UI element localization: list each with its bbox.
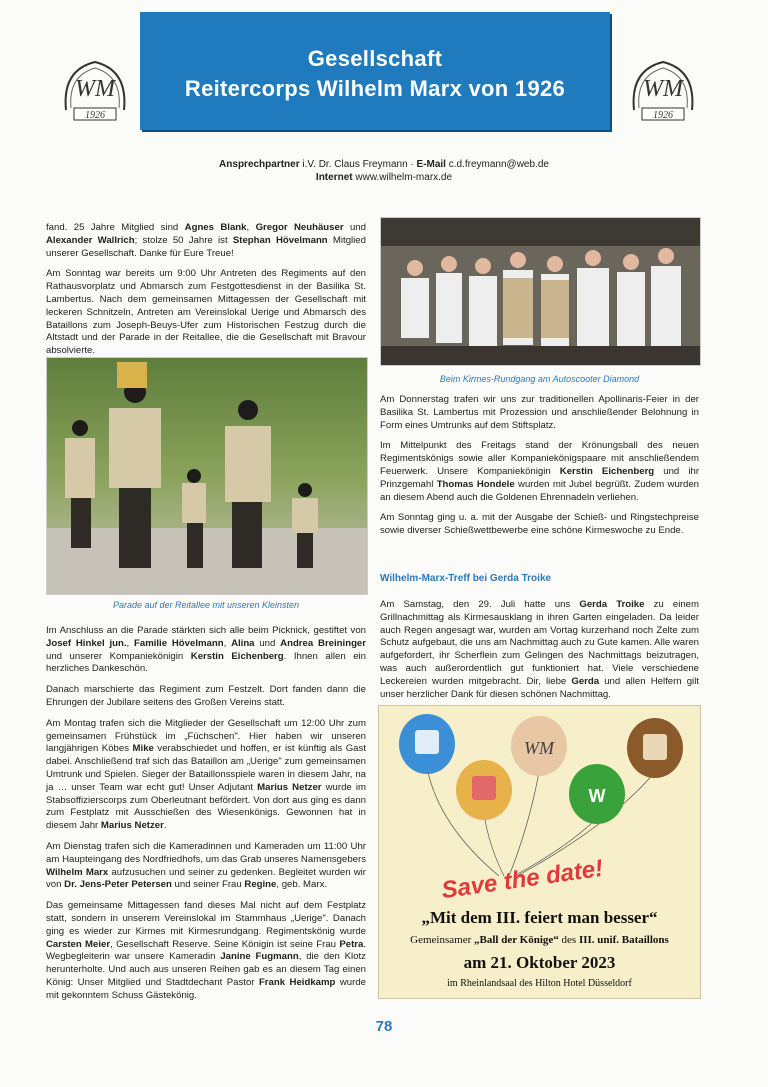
ad-event-line: Gemeinsamer „Ball der Könige“ des III. unif. Bataillons — [410, 934, 669, 946]
article-paragraph: Im Mittelpunkt des Freitags stand der Krönungsball des neuen Regimentskönigs sowie aller Kompaniekönigspaare mit anschließendem Feuerwerk. Unsere Kompaniekönigin Kerstin Eichenberg und ihr Prinzgemahl Thomas Hondele wurden mit Jubel begrüßt. Zudem wurden an diesem Abend auch die Goldenen Ehrennadeln verliehen. — [380, 440, 700, 503]
article-paragraph: Am Montag trafen sich die Mitglieder der Gesellschaft um 12:00 Uhr zum gemeinsamen Frühstück im „Füchschen". Hier haben wir unseren langjährigen Köbes Mike verabschiedet und hoffen, er ist künftig als Gast dabei. Anschließend traf sich das Bataillon am „Uerige" zum gemeinsamen Umtrunk und Spielen. Sieger der Bataillonsspiele waren in diesem Jahr, na ja … unser Team war echt gut! Unser Adjutant Marius Netzer wurde im Stabsoffizierscorps zum Oberleutnant befördert. Von dort aus ging es dann zum Festplatz mit Ausschießen des Wiesenkönigs. Gewonnen hat in diesem Jahr Marius Netzer. — [46, 717, 366, 832]
contact-name: i.V. Dr. Claus Freymann · — [299, 159, 417, 170]
logo-monogram: WM — [75, 76, 115, 102]
logo-monogram: WM — [643, 76, 683, 102]
section-heading: Wilhelm-Marx-Treff bei Gerda Troike — [380, 573, 552, 584]
photo-caption: Parade auf der Reitallee mit unseren Kleinsten — [112, 600, 300, 610]
article-paragraph: Im Anschluss an die Parade stärkten sich alle beim Picknick, gestiftet von Josef Hinkel jun., Familie Hövelmann, Alina und Andrea Breininger und unserer Kompaniekönigin Kerstin Eichenberg. Ihnen allen ein herzliches Dankeschön. — [46, 625, 366, 675]
photo-caption: Beim Kirmes-Rundgang am Autoscooter Diamond — [439, 374, 640, 384]
club-logo-left — [56, 50, 134, 128]
group-photo — [380, 217, 701, 366]
ad-date: am 21. Oktober 2023 — [463, 953, 616, 972]
contact-info — [140, 158, 628, 184]
ad-venue: im Rheinlandsaal des Hilton Hotel Düsseldorf — [447, 978, 632, 989]
email-link[interactable]: c.d.freymann@web.de — [445, 159, 549, 170]
website-link[interactable]: www.wilhelm-marx.de — [352, 172, 453, 183]
email-label: E-Mail — [416, 159, 446, 170]
svg-text:WM: WM — [524, 738, 554, 758]
article-paragraph: Am Samstag, den 29. Juli hatte uns Gerda Troike zu einem Grillnachmittag als Kirmesausklang in ihren Garten eingeladen. Da leider auch Regen angesagt war, wurden am Vortag kurzerhand noch Zelte zum Schutz aufgebaut, die uns am Nachmittag auch zu Gute kamen. Alle waren aufgefordert, ihr Scherflein zum Gelingen des Nachmittags beizutragen, was auch außerordentlich gut funktioniert hat. Viele verschiedene Leckereien wurden mitgebracht. Dir, liebe Gerda und allen Helfern gilt unser herzlicher Dank für diesen schönen Nachmittag. — [380, 599, 700, 700]
right-column-text — [380, 394, 699, 546]
title-banner — [140, 12, 610, 130]
logo-year: 1926 — [653, 110, 673, 121]
article-paragraph: Danach marschierte das Regiment zum Festzelt. Dort fanden dann die Ehrungen der Jubilare seitens des Großen Vereins statt. — [46, 684, 366, 708]
article-paragraph: Am Dienstag trafen sich die Kameradinnen und Kameraden um 11:00 Uhr am Haupteingang des Nordfriedhofs, um das Grab unseres Namensgebers Wilhelm Marx aufzusuchen und seiner zu gedenken. Begleitet wurden wir von Dr. Jens-Peter Petersen und seiner Frau Regine, geb. Marx. — [46, 840, 366, 891]
internet-label: Internet — [315, 172, 353, 183]
ad-motto: „Mit dem III. feiert man besser“ — [421, 908, 658, 927]
title-line-2: Reitercorps Wilhelm Marx von 1926 — [184, 76, 566, 101]
parade-photo — [46, 357, 368, 595]
save-the-date-label: Save the date! — [439, 854, 605, 905]
title-line-1: Gesellschaft — [307, 46, 443, 71]
svg-text:W: W — [588, 786, 606, 806]
club-logo-right — [624, 50, 702, 128]
contact-label: Ansprechpartner — [219, 159, 300, 170]
save-the-date-ad — [378, 705, 701, 999]
logo-year: 1926 — [85, 110, 105, 121]
article-paragraph: Das gemeinsame Mittagessen fand dieses Mal nicht auf dem Festplatz statt, sondern in unserem Vereinslokal im Stammhaus „Uerige". Danach ging es wieder zur Kirmes mit Kirmesrundgang. Regimentskönig wurde Carsten Meier, Gesellschaft Reserve. Seine Königin ist seine Frau Petra. Wegbegleiterin war unsere Kameradin Janine Fugmann, die den Klotz herunterholte. Und auch aus unseren Reihen gab es an diesem Tag einen König: Unser Mitglied und Stadtdechant Pastor Frank Heidkamp wurde mit gekonntem Schuss Gästekönig. — [46, 900, 366, 1001]
article-paragraph: fand. 25 Jahre Mitglied sind Agnes Blank, Gregor Neuhäuser und Alexander Wallrich; stolze 50 Jahre ist Stephan Hövelmann Mitglied unserer Gesellschaft. Danke für Eure Treue! — [46, 222, 366, 259]
article-paragraph: Am Sonntag war bereits um 9:00 Uhr Antreten des Regiments auf den Rathausvorplatz und Abmarsch zum Festgottesdienst in der Basilika St. Lambertus. Nach dem gemeinsamen Mittagessen der Gesellschaft mit leckeren Schnitzeln, Antreten am Vereinslokal Uerige und Abmarsch des Bataillons zum Joseph-Beuys-Ufer zum Historischen Festzug durch die Altstadt und der Parade in der Reitallee, die die Gesellschaft mit Bravour absolvierte. — [46, 268, 366, 357]
left-column-top — [46, 222, 366, 366]
right-column-text-2 — [380, 599, 699, 709]
page-number: 78 — [375, 1018, 393, 1035]
article-paragraph: Am Donnerstag trafen wir uns zur traditionellen Apollinaris-Feier in der Basilika St. Lambertus mit Prozession und anschließender Belohnung in Form eines Umtrunks auf dem Stiftsplatz. — [380, 394, 699, 431]
left-column-bottom — [46, 625, 366, 1011]
article-paragraph: Am Sonntag ging u. a. mit der Ausgabe der Schieß- und Ringstechpreise sowie diverser Schießwettbewerbe eine schöne Kirmeswoche zu Ende. — [380, 512, 699, 537]
